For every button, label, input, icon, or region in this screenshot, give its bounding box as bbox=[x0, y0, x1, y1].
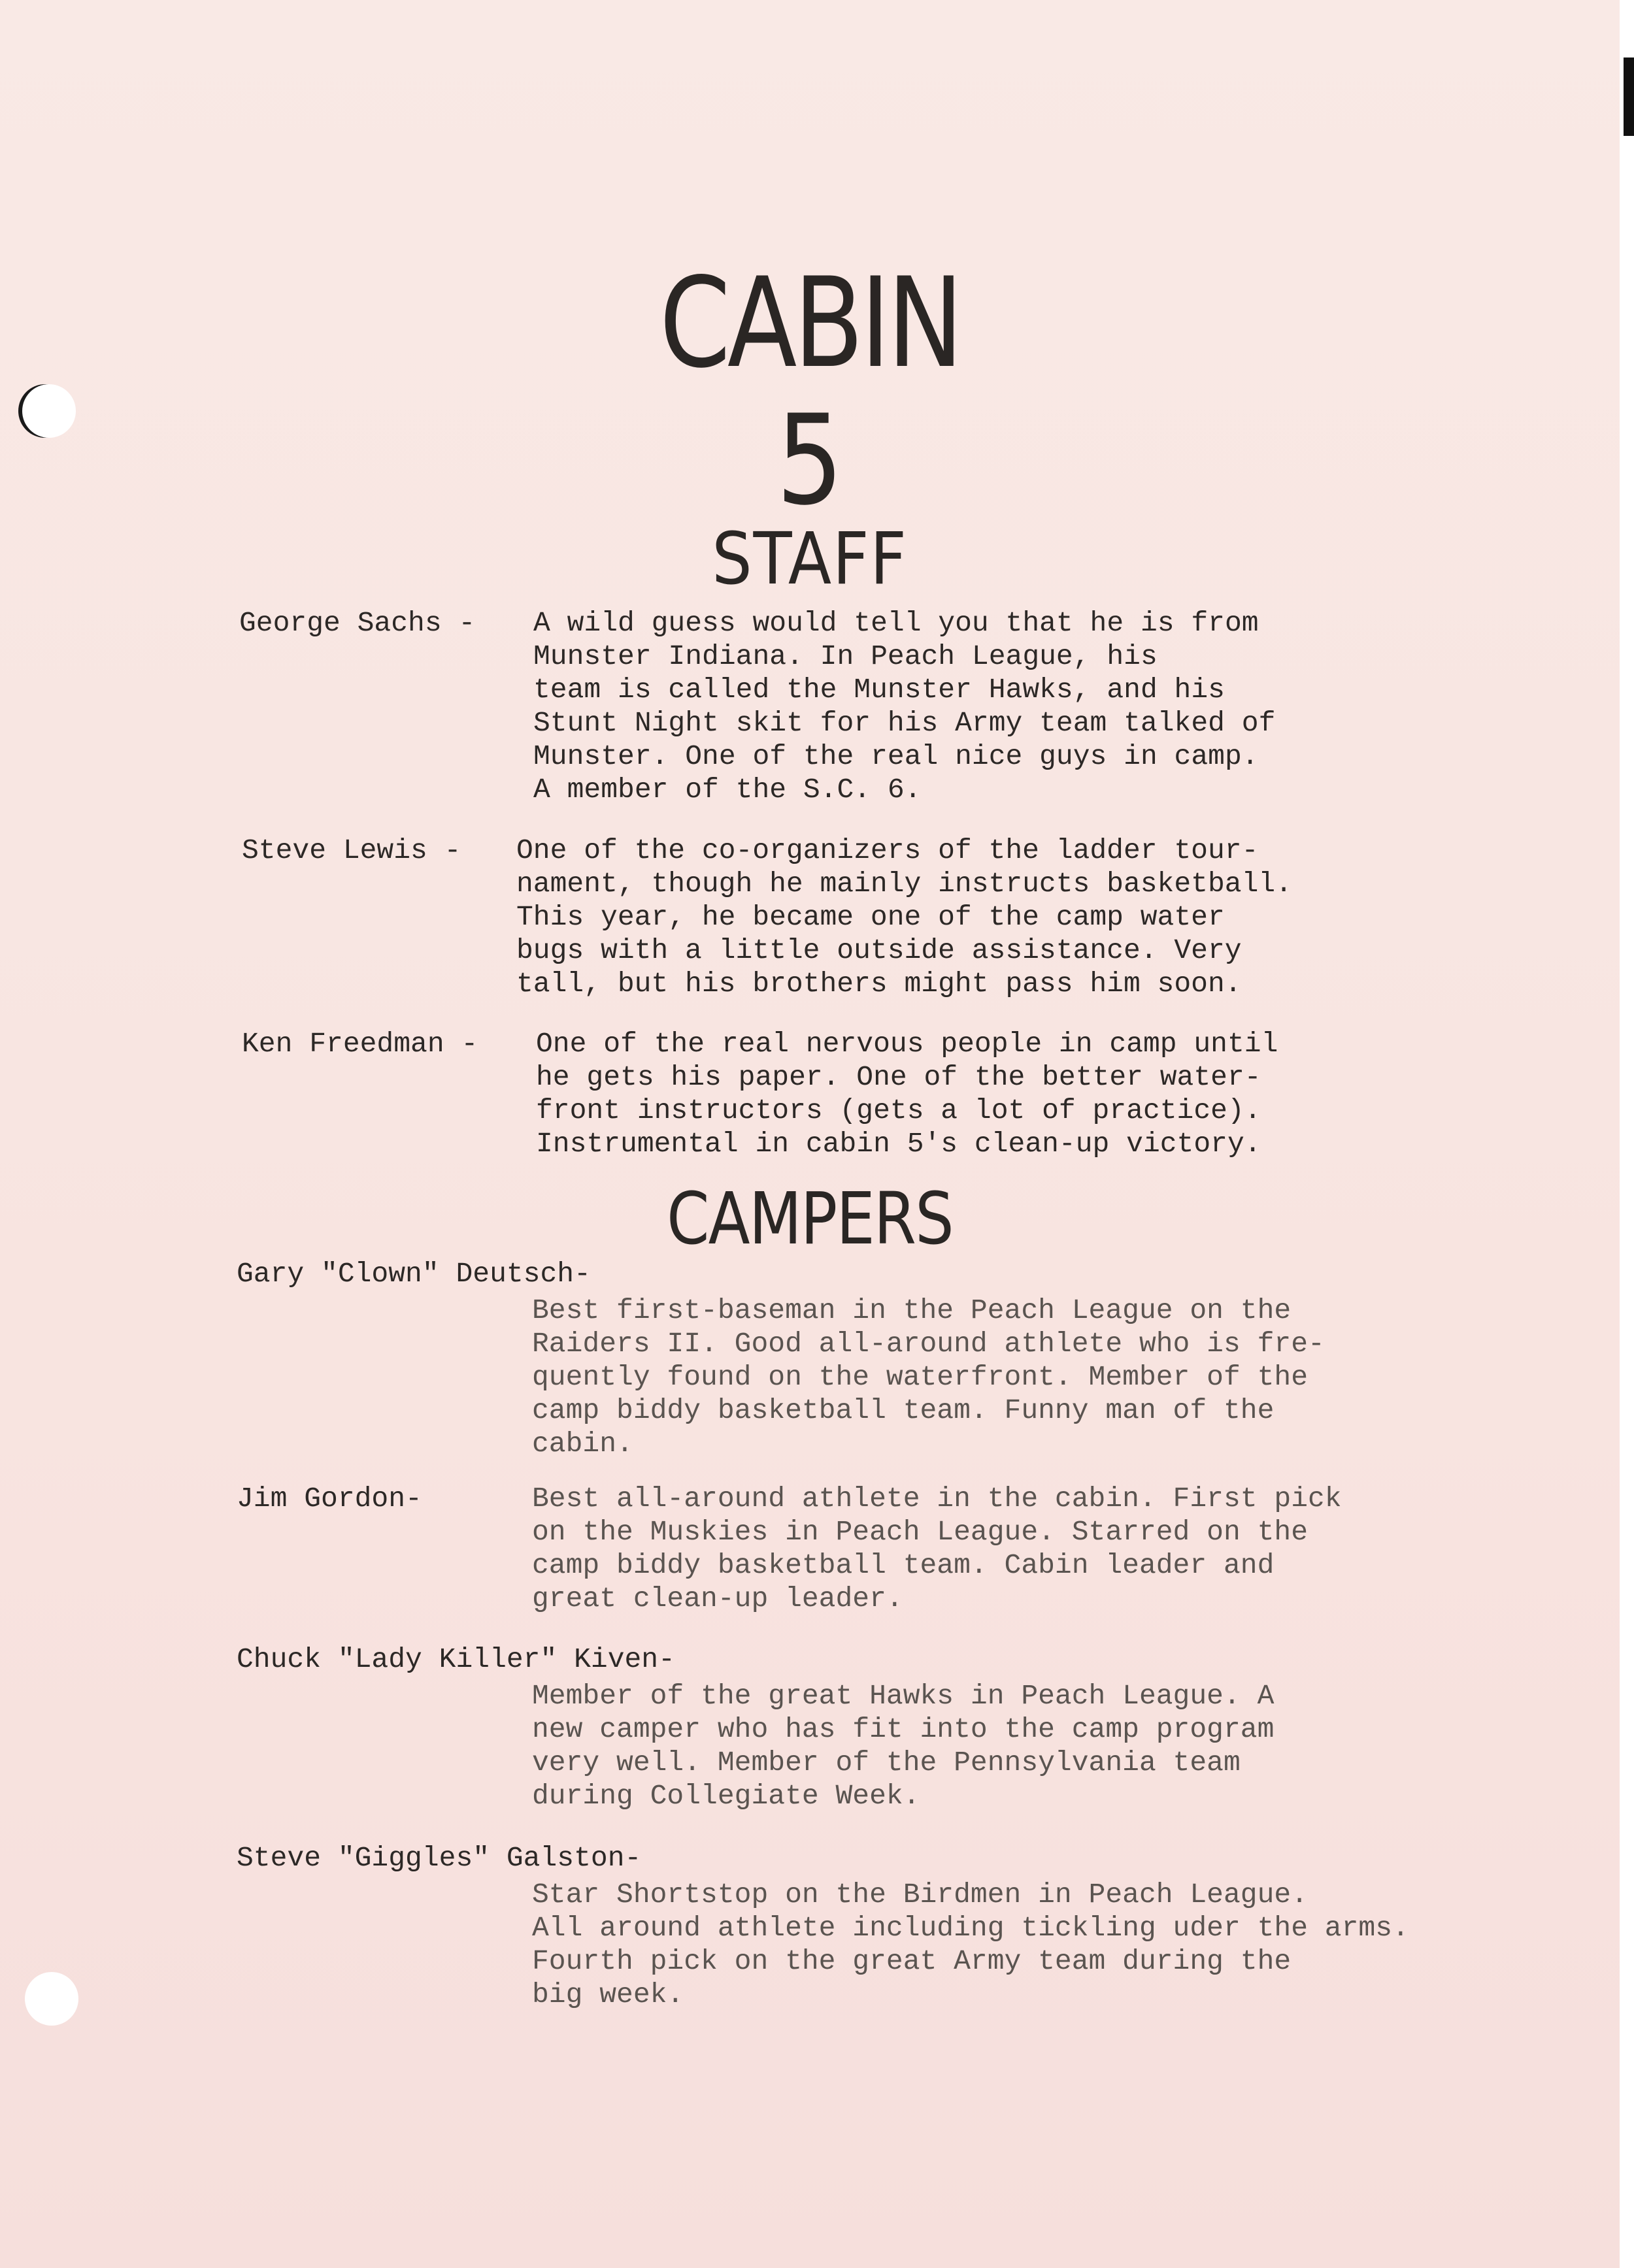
staff-description: One of the co-organizers of the ladder tour- nament, though he mainly instructs basketball. This year, he became one of the camp water bugs with a little outside assistance. Very tall, but his brothers might pass him soon. bbox=[516, 834, 1292, 1000]
camper-name: Gary "Clown" Deutsch- bbox=[237, 1258, 591, 1290]
camper-name: Steve "Giggles" Galston- bbox=[237, 1842, 642, 1874]
staff-name: Ken Freedman - bbox=[242, 1028, 478, 1060]
staff-description: One of the real nervous people in camp until he gets his paper. One of the better water- front instructors (gets a lot of practice). Instrumental in cabin 5's clean-up victory. bbox=[536, 1028, 1278, 1160]
camper-description: Member of the great Hawks in Peach League. A new camper who has fit into the camp program very well. Member of the Pennsylvania team during Collegiate Week. bbox=[532, 1680, 1275, 1812]
camper-name: Jim Gordon- bbox=[237, 1483, 422, 1515]
camper-description: Star Shortstop on the Birdmen in Peach League. All around athlete including tickling uder the arms. Fourth pick on the great Army team during the big week. bbox=[532, 1879, 1409, 2011]
page-edge bbox=[1620, 0, 1634, 2268]
camper-name: Chuck "Lady Killer" Kiven- bbox=[237, 1643, 675, 1675]
staff-name: Steve Lewis - bbox=[242, 834, 461, 866]
staff-description: A wild guess would tell you that he is from Munster Indiana. In Peach League, his team is called the Munster Hawks, and his Stunt Night skit for his Army team talked of Munster. One of the real nice guys in camp. A member of the S.C. 6. bbox=[533, 607, 1276, 806]
page-title: CABIN bbox=[659, 251, 961, 395]
cabin-number: 5 bbox=[776, 388, 844, 533]
binding-mark bbox=[1624, 58, 1634, 136]
camper-description: Best first-baseman in the Peach League on the Raiders II. Good all-around athlete who is fre- quently found on the waterfront. Member of the camp biddy basketball team. Funny man of the cabin. bbox=[532, 1294, 1325, 1460]
punch-hole-top bbox=[22, 384, 76, 438]
staff-name: George Sachs - bbox=[239, 607, 476, 639]
punch-hole-bottom bbox=[25, 1972, 78, 2026]
staff-heading: STAFF bbox=[712, 517, 908, 600]
campers-heading: CAMPERS bbox=[667, 1177, 953, 1260]
camper-description: Best all-around athlete in the cabin. First pick on the Muskies in Peach League. Starred on the camp biddy basketball team. Cabin leader and great clean-up leader. bbox=[532, 1483, 1342, 1615]
